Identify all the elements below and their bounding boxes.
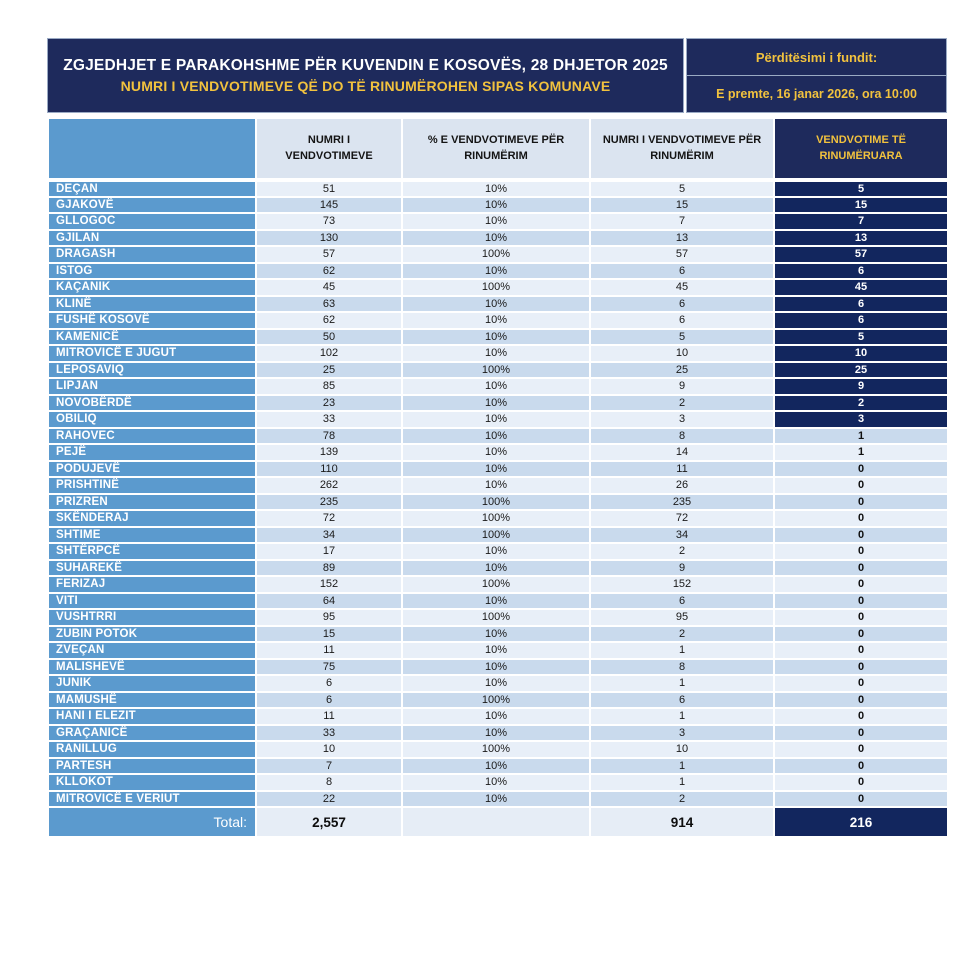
table-row bbox=[48, 213, 948, 230]
municipality-cell: PEJË bbox=[48, 444, 256, 461]
table-row bbox=[48, 543, 948, 560]
municipality-cell: GJILAN bbox=[48, 230, 256, 247]
percent-recount-cell: 10% bbox=[402, 626, 590, 643]
recounted-cell: 0 bbox=[774, 708, 948, 725]
table-row bbox=[48, 725, 948, 742]
total-stations-value: 2,557 bbox=[256, 807, 402, 837]
recounted-cell: 0 bbox=[774, 461, 948, 478]
table-row bbox=[48, 395, 948, 412]
recounted-cell: 1 bbox=[774, 444, 948, 461]
table-row bbox=[48, 791, 948, 808]
municipality-cell: KAÇANIK bbox=[48, 279, 256, 296]
recounted-cell: 0 bbox=[774, 510, 948, 527]
percent-recount-cell: 10% bbox=[402, 560, 590, 577]
update-label-cell bbox=[686, 38, 947, 76]
total-stations-cell: 34 bbox=[256, 527, 402, 544]
total-stations-cell: 95 bbox=[256, 609, 402, 626]
table-row bbox=[48, 626, 948, 643]
municipality-cell: ZUBIN POTOK bbox=[48, 626, 256, 643]
total-recount-value: 914 bbox=[590, 807, 774, 837]
recounted-cell: 0 bbox=[774, 626, 948, 643]
col-header-total-stations: NUMRI I VENDVOTIMEVE bbox=[256, 118, 402, 180]
table-row bbox=[48, 197, 948, 214]
percent-recount-cell: 10% bbox=[402, 725, 590, 742]
total-stations-cell: 8 bbox=[256, 774, 402, 791]
page-subtitle: NUMRI I VENDVOTIMEVE QË DO TË RINUMËROHEN SIPAS KOMUNAVE bbox=[120, 77, 611, 94]
stations-recount-cell: 235 bbox=[590, 494, 774, 511]
municipality-cell: ISTOG bbox=[48, 263, 256, 280]
municipality-cell: PARTESH bbox=[48, 758, 256, 775]
percent-recount-cell: 10% bbox=[402, 230, 590, 247]
municipality-cell: PRISHTINË bbox=[48, 477, 256, 494]
total-stations-cell: 63 bbox=[256, 296, 402, 313]
percent-recount-cell: 10% bbox=[402, 642, 590, 659]
stations-recount-cell: 13 bbox=[590, 230, 774, 247]
stations-recount-cell: 6 bbox=[590, 593, 774, 610]
percent-recount-cell: 100% bbox=[402, 510, 590, 527]
total-stations-cell: 145 bbox=[256, 197, 402, 214]
stations-recount-cell: 14 bbox=[590, 444, 774, 461]
recounted-cell: 0 bbox=[774, 791, 948, 808]
municipality-cell: GLLOGOC bbox=[48, 213, 256, 230]
total-stations-cell: 6 bbox=[256, 675, 402, 692]
municipality-cell: LEPOSAVIQ bbox=[48, 362, 256, 379]
percent-recount-cell: 10% bbox=[402, 312, 590, 329]
recounted-cell: 1 bbox=[774, 428, 948, 445]
municipality-cell: GJAKOVË bbox=[48, 197, 256, 214]
stations-recount-cell: 26 bbox=[590, 477, 774, 494]
percent-recount-cell: 100% bbox=[402, 741, 590, 758]
table-row bbox=[48, 329, 948, 346]
recounted-cell: 5 bbox=[774, 180, 948, 197]
total-row bbox=[48, 807, 948, 837]
total-stations-cell: 57 bbox=[256, 246, 402, 263]
percent-recount-cell: 100% bbox=[402, 246, 590, 263]
municipality-cell: RAHOVEC bbox=[48, 428, 256, 445]
municipality-cell: MITROVICË E VERIUT bbox=[48, 791, 256, 808]
recounted-cell: 0 bbox=[774, 609, 948, 626]
total-stations-cell: 15 bbox=[256, 626, 402, 643]
stations-recount-cell: 3 bbox=[590, 725, 774, 742]
total-stations-cell: 62 bbox=[256, 312, 402, 329]
municipality-cell: KLINË bbox=[48, 296, 256, 313]
table-row bbox=[48, 560, 948, 577]
stations-recount-cell: 34 bbox=[590, 527, 774, 544]
percent-recount-cell: 100% bbox=[402, 362, 590, 379]
total-stations-cell: 152 bbox=[256, 576, 402, 593]
percent-recount-cell: 10% bbox=[402, 461, 590, 478]
stations-recount-cell: 3 bbox=[590, 411, 774, 428]
stations-recount-cell: 11 bbox=[590, 461, 774, 478]
stations-recount-cell: 1 bbox=[590, 642, 774, 659]
recounted-cell: 0 bbox=[774, 741, 948, 758]
recounted-cell: 0 bbox=[774, 527, 948, 544]
stations-recount-cell: 10 bbox=[590, 345, 774, 362]
table-row bbox=[48, 312, 948, 329]
percent-recount-cell: 10% bbox=[402, 593, 590, 610]
municipality-cell: VUSHTRRI bbox=[48, 609, 256, 626]
municipality-cell: SKËNDERAJ bbox=[48, 510, 256, 527]
percent-recount-cell: 10% bbox=[402, 329, 590, 346]
update-value-cell bbox=[686, 76, 947, 113]
total-stations-cell: 75 bbox=[256, 659, 402, 676]
stations-recount-cell: 9 bbox=[590, 560, 774, 577]
table-row bbox=[48, 477, 948, 494]
total-stations-cell: 102 bbox=[256, 345, 402, 362]
municipality-cell: DEÇAN bbox=[48, 180, 256, 197]
col-header-percent-recount: % E VENDVOTIMEVE PËR RINUMËRIM bbox=[402, 118, 590, 180]
col-header-municipality bbox=[48, 118, 256, 180]
percent-recount-cell: 10% bbox=[402, 213, 590, 230]
stations-recount-cell: 57 bbox=[590, 246, 774, 263]
total-stations-cell: 110 bbox=[256, 461, 402, 478]
page-title: ZGJEDHJET E PARAKOHSHME PËR KUVENDIN E KOSOVËS, 28 DHJETOR 2025 bbox=[63, 56, 668, 74]
recounted-cell: 0 bbox=[774, 659, 948, 676]
recounted-cell: 0 bbox=[774, 593, 948, 610]
total-stations-cell: 45 bbox=[256, 279, 402, 296]
percent-recount-cell: 10% bbox=[402, 774, 590, 791]
table-row bbox=[48, 180, 948, 197]
stations-recount-cell: 5 bbox=[590, 329, 774, 346]
stations-recount-cell: 8 bbox=[590, 428, 774, 445]
total-stations-cell: 33 bbox=[256, 411, 402, 428]
municipality-cell: SHTËRPCË bbox=[48, 543, 256, 560]
municipality-cell: GRAÇANICË bbox=[48, 725, 256, 742]
table-row bbox=[48, 708, 948, 725]
percent-recount-cell: 10% bbox=[402, 263, 590, 280]
stations-recount-cell: 45 bbox=[590, 279, 774, 296]
recounted-cell: 0 bbox=[774, 725, 948, 742]
recounted-cell: 25 bbox=[774, 362, 948, 379]
recounted-cell: 3 bbox=[774, 411, 948, 428]
table-row bbox=[48, 444, 948, 461]
stations-recount-cell: 7 bbox=[590, 213, 774, 230]
total-stations-cell: 51 bbox=[256, 180, 402, 197]
stations-recount-cell: 1 bbox=[590, 675, 774, 692]
recounted-cell: 0 bbox=[774, 758, 948, 775]
percent-recount-cell: 10% bbox=[402, 791, 590, 808]
total-stations-cell: 33 bbox=[256, 725, 402, 742]
percent-recount-cell: 100% bbox=[402, 494, 590, 511]
total-stations-cell: 235 bbox=[256, 494, 402, 511]
table-row bbox=[48, 758, 948, 775]
total-stations-cell: 73 bbox=[256, 213, 402, 230]
total-stations-cell: 11 bbox=[256, 642, 402, 659]
table-row bbox=[48, 527, 948, 544]
percent-recount-cell: 10% bbox=[402, 708, 590, 725]
municipality-cell: KLLOKOT bbox=[48, 774, 256, 791]
table-row bbox=[48, 362, 948, 379]
municipality-cell: PODUJEVË bbox=[48, 461, 256, 478]
municipality-cell: HANI I ELEZIT bbox=[48, 708, 256, 725]
total-stations-cell: 6 bbox=[256, 692, 402, 709]
percent-recount-cell: 10% bbox=[402, 378, 590, 395]
table-row bbox=[48, 345, 948, 362]
total-stations-cell: 139 bbox=[256, 444, 402, 461]
recounted-cell: 2 bbox=[774, 395, 948, 412]
table-header bbox=[48, 118, 948, 180]
recounted-cell: 0 bbox=[774, 692, 948, 709]
recounted-cell: 13 bbox=[774, 230, 948, 247]
update-label: Përditësimi i fundit: bbox=[755, 49, 878, 65]
table-row bbox=[48, 411, 948, 428]
total-stations-cell: 262 bbox=[256, 477, 402, 494]
percent-recount-cell: 10% bbox=[402, 180, 590, 197]
table-footer bbox=[48, 807, 948, 837]
total-stations-cell: 10 bbox=[256, 741, 402, 758]
header-row bbox=[48, 118, 948, 180]
total-stations-cell: 85 bbox=[256, 378, 402, 395]
percent-recount-cell: 10% bbox=[402, 296, 590, 313]
recounted-cell: 45 bbox=[774, 279, 948, 296]
percent-recount-cell: 10% bbox=[402, 444, 590, 461]
table-row bbox=[48, 659, 948, 676]
table-row bbox=[48, 428, 948, 445]
municipality-cell: ZVEÇAN bbox=[48, 642, 256, 659]
recounted-cell: 10 bbox=[774, 345, 948, 362]
recounted-cell: 0 bbox=[774, 494, 948, 511]
table-row bbox=[48, 510, 948, 527]
total-stations-cell: 130 bbox=[256, 230, 402, 247]
total-stations-cell: 78 bbox=[256, 428, 402, 445]
table-row bbox=[48, 263, 948, 280]
stations-recount-cell: 8 bbox=[590, 659, 774, 676]
stations-recount-cell: 6 bbox=[590, 312, 774, 329]
table-row bbox=[48, 494, 948, 511]
update-block bbox=[686, 38, 947, 113]
total-stations-cell: 50 bbox=[256, 329, 402, 346]
stations-recount-cell: 2 bbox=[590, 791, 774, 808]
recounted-cell: 15 bbox=[774, 197, 948, 214]
total-percent-blank bbox=[402, 807, 590, 837]
table-row bbox=[48, 609, 948, 626]
recounted-cell: 0 bbox=[774, 675, 948, 692]
total-stations-cell: 11 bbox=[256, 708, 402, 725]
table-row bbox=[48, 378, 948, 395]
municipality-cell: OBILIQ bbox=[48, 411, 256, 428]
table-row bbox=[48, 246, 948, 263]
percent-recount-cell: 100% bbox=[402, 527, 590, 544]
stations-recount-cell: 72 bbox=[590, 510, 774, 527]
municipality-cell: MALISHEVË bbox=[48, 659, 256, 676]
percent-recount-cell: 100% bbox=[402, 609, 590, 626]
recounted-cell: 7 bbox=[774, 213, 948, 230]
municipality-cell: SHTIME bbox=[48, 527, 256, 544]
table-row bbox=[48, 576, 948, 593]
recounted-cell: 9 bbox=[774, 378, 948, 395]
recounted-cell: 6 bbox=[774, 296, 948, 313]
stations-recount-cell: 1 bbox=[590, 758, 774, 775]
total-stations-cell: 17 bbox=[256, 543, 402, 560]
municipality-cell: SUHAREKË bbox=[48, 560, 256, 577]
recounted-cell: 0 bbox=[774, 642, 948, 659]
stations-recount-cell: 6 bbox=[590, 692, 774, 709]
recounted-cell: 6 bbox=[774, 263, 948, 280]
recounted-cell: 0 bbox=[774, 560, 948, 577]
total-stations-cell: 64 bbox=[256, 593, 402, 610]
table-row bbox=[48, 296, 948, 313]
municipality-cell: FUSHË KOSOVË bbox=[48, 312, 256, 329]
update-timestamp: E premte, 16 janar 2026, ora 10:00 bbox=[716, 87, 917, 101]
recounted-cell: 57 bbox=[774, 246, 948, 263]
municipality-cell: KAMENICË bbox=[48, 329, 256, 346]
stations-recount-cell: 6 bbox=[590, 296, 774, 313]
recounted-cell: 5 bbox=[774, 329, 948, 346]
municipality-cell: NOVOBËRDË bbox=[48, 395, 256, 412]
stations-recount-cell: 9 bbox=[590, 378, 774, 395]
stations-recount-cell: 152 bbox=[590, 576, 774, 593]
percent-recount-cell: 10% bbox=[402, 543, 590, 560]
percent-recount-cell: 10% bbox=[402, 411, 590, 428]
percent-recount-cell: 10% bbox=[402, 659, 590, 676]
header-band bbox=[47, 38, 947, 113]
table-row bbox=[48, 461, 948, 478]
stations-recount-cell: 95 bbox=[590, 609, 774, 626]
total-stations-cell: 25 bbox=[256, 362, 402, 379]
total-stations-cell: 22 bbox=[256, 791, 402, 808]
percent-recount-cell: 100% bbox=[402, 279, 590, 296]
table-row bbox=[48, 642, 948, 659]
municipality-cell: RANILLUG bbox=[48, 741, 256, 758]
recounted-cell: 6 bbox=[774, 312, 948, 329]
table-row bbox=[48, 692, 948, 709]
total-stations-cell: 62 bbox=[256, 263, 402, 280]
table-row bbox=[48, 279, 948, 296]
municipality-cell: MITROVICË E JUGUT bbox=[48, 345, 256, 362]
municipality-cell: MAMUSHË bbox=[48, 692, 256, 709]
percent-recount-cell: 10% bbox=[402, 395, 590, 412]
col-header-recounted: VENDVOTIME TË RINUMËRUARA bbox=[774, 118, 948, 180]
total-stations-cell: 23 bbox=[256, 395, 402, 412]
percent-recount-cell: 10% bbox=[402, 758, 590, 775]
col-header-stations-recount: NUMRI I VENDVOTIMEVE PËR RINUMËRIM bbox=[590, 118, 774, 180]
table-row bbox=[48, 741, 948, 758]
table-row bbox=[48, 593, 948, 610]
report-container bbox=[47, 38, 947, 838]
table-row bbox=[48, 230, 948, 247]
recounted-cell: 0 bbox=[774, 543, 948, 560]
recount-table bbox=[47, 117, 949, 838]
stations-recount-cell: 10 bbox=[590, 741, 774, 758]
municipality-cell: PRIZREN bbox=[48, 494, 256, 511]
table-row bbox=[48, 774, 948, 791]
table-body bbox=[48, 180, 948, 807]
recounted-cell: 0 bbox=[774, 774, 948, 791]
title-block bbox=[47, 38, 684, 113]
stations-recount-cell: 6 bbox=[590, 263, 774, 280]
table-row bbox=[48, 675, 948, 692]
total-stations-cell: 89 bbox=[256, 560, 402, 577]
recounted-cell: 0 bbox=[774, 576, 948, 593]
municipality-cell: FERIZAJ bbox=[48, 576, 256, 593]
percent-recount-cell: 10% bbox=[402, 477, 590, 494]
municipality-cell: JUNIK bbox=[48, 675, 256, 692]
percent-recount-cell: 10% bbox=[402, 428, 590, 445]
percent-recount-cell: 100% bbox=[402, 576, 590, 593]
municipality-cell: LIPJAN bbox=[48, 378, 256, 395]
percent-recount-cell: 10% bbox=[402, 345, 590, 362]
total-recounted-value: 216 bbox=[774, 807, 948, 837]
municipality-cell: DRAGASH bbox=[48, 246, 256, 263]
total-label: Total: bbox=[48, 807, 256, 837]
stations-recount-cell: 1 bbox=[590, 774, 774, 791]
stations-recount-cell: 2 bbox=[590, 395, 774, 412]
percent-recount-cell: 10% bbox=[402, 197, 590, 214]
stations-recount-cell: 15 bbox=[590, 197, 774, 214]
stations-recount-cell: 2 bbox=[590, 543, 774, 560]
total-stations-cell: 72 bbox=[256, 510, 402, 527]
percent-recount-cell: 100% bbox=[402, 692, 590, 709]
percent-recount-cell: 10% bbox=[402, 675, 590, 692]
stations-recount-cell: 2 bbox=[590, 626, 774, 643]
stations-recount-cell: 1 bbox=[590, 708, 774, 725]
municipality-cell: VITI bbox=[48, 593, 256, 610]
stations-recount-cell: 5 bbox=[590, 180, 774, 197]
stations-recount-cell: 25 bbox=[590, 362, 774, 379]
total-stations-cell: 7 bbox=[256, 758, 402, 775]
recounted-cell: 0 bbox=[774, 477, 948, 494]
